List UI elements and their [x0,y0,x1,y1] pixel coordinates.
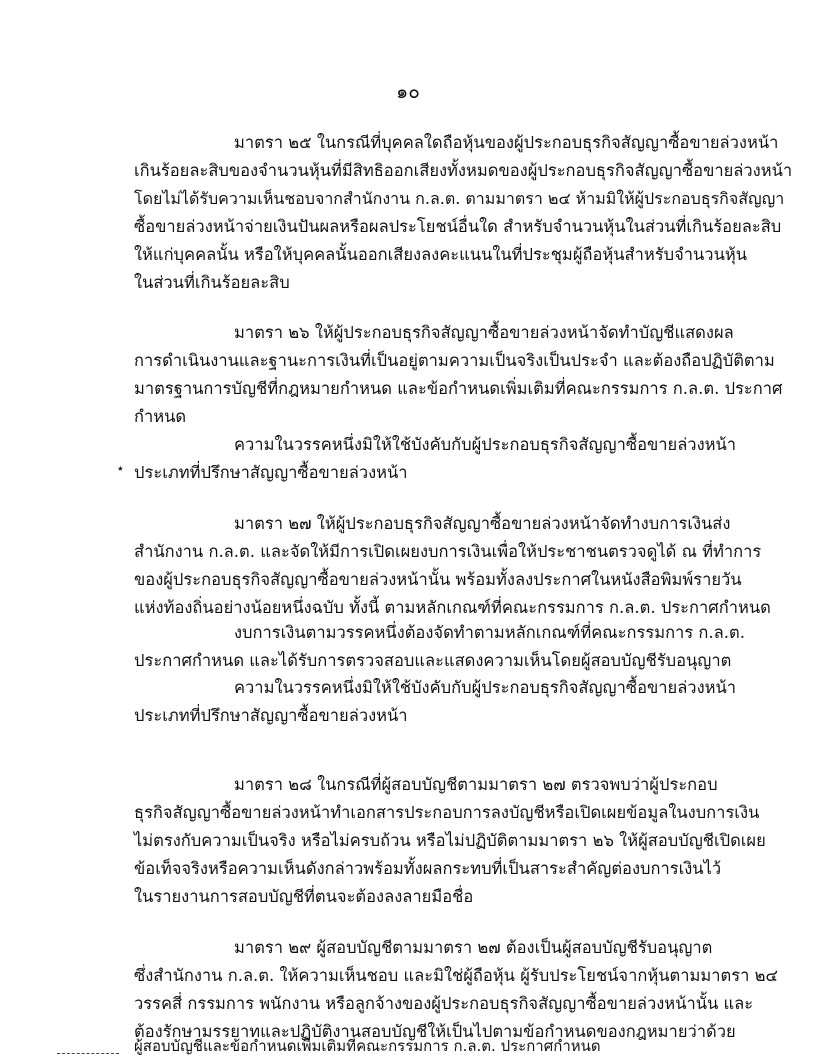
footnote-rule [57,1053,119,1054]
section-25-line-5: ให้แก่บุคคลนั้น หรือให้บุคคลนั้นออกเสียงลงคะแนนในที่ประชุมผู้ถือหุ้นสำหรับจำนวนหุ้น [134,245,747,264]
section-27-line-7: ความในวรรคหนึ่งมิให้ใช้บังคับกับผู้ประกอบธุรกิจสัญญาซื้อขายล่วงหน้า [234,678,737,697]
section-28-line-4: ข้อเท็จจริงหรือความเห็นดังกล่าวพร้อมทั้งผลกระทบที่เป็นสาระสำคัญต่องบการเงินไว้ [134,859,722,878]
section-25-line-3: โดยไม่ได้รับความเห็นชอบจากสำนักงาน ก.ล.ต. ตามมาตรา ๒๔ ห้ามมิให้ผู้ประกอบธุรกิจสัญญา [134,189,785,208]
section-28-line-2: ธุรกิจสัญญาซื้อขายล่วงหน้าทำเอกสารประกอบการลงบัญชีหรือเปิดเผยข้อมูลในงบการเงิน [134,803,760,822]
section-25-line-2: เกินร้อยละสิบของจำนวนหุ้นที่มีสิทธิออกเสียงทั้งหมดของผู้ประกอบธุรกิจสัญญาซื้อขายล่วงหน้า [134,161,793,180]
section-25-line-4: ซื้อขายล่วงหน้าจ่ายเงินปันผลหรือผลประโยชน์อื่นใด สำหรับจำนวนหุ้นในส่วนที่เกินร้อยละสิบ [134,217,782,236]
section-27-line-3: ของผู้ประกอบธุรกิจสัญญาซื้อขายล่วงหน้านั้น พร้อมทั้งลงประกาศในหนังสือพิมพ์รายวัน [134,570,742,589]
section-28-line-3: ไม่ตรงกับความเป็นจริง หรือไม่ครบถ้วน หรือไม่ปฏิบัติตามมาตรา ๒๖ ให้ผู้สอบบัญชีเปิดเผย [134,831,766,850]
section-28-line-1: มาตรา ๒๘ ในกรณีที่ผู้สอบบัญชีตามมาตรา ๒๗ ตรวจพบว่าผู้ประกอบ [234,775,718,794]
section-25-line-1: มาตรา ๒๕ ในกรณีที่บุคคลใดถือหุ้นของผู้ประกอบธุรกิจสัญญาซื้อขายล่วงหน้า [234,133,779,152]
section-29-line-2: ซึ่งสำนักงาน ก.ล.ต. ให้ความเห็นชอบ และมิใช่ผู้ถือหุ้น ผู้รับประโยชน์จากหุ้นตามมาตรา ๒๔ [134,966,778,985]
section-27-line-2: สำนักงาน ก.ล.ต. และจัดให้มีการเปิดเผยงบการเงินเพื่อให้ประชาชนตรวจดูได้ ณ ที่ทำการ [134,542,762,561]
section-27-line-6: ประกาศกำหนด และได้รับการตรวจสอบและแสดงความเห็นโดยผู้สอบบัญชีรับอนุญาต [134,651,732,670]
section-26-line-3: มาตรฐานการบัญชีที่กฎหมายกำหนด และข้อกำหนดเพิ่มเติมที่คณะกรรมการ ก.ล.ต. ประกาศ [134,379,783,398]
page-number: ๑๐ [396,81,420,103]
section-26-line-4: กำหนด [134,407,187,426]
margin-mark: ⋆ [116,461,125,477]
section-29-line-4: ต้องรักษามรรยาทและปฏิบัติงานสอบบัญชีให้เป็นไปตามข้อกำหนดของกฎหมายว่าด้วย [134,1022,736,1041]
section-27-line-8: ประเภทที่ปรึกษาสัญญาซื้อขายล่วงหน้า [134,706,408,725]
section-29-line-3: วรรคสี่ กรรมการ พนักงาน หรือลูกจ้างของผู้ประกอบธุรกิจสัญญาซื้อขายล่วงหน้านั้น และ [134,994,754,1013]
section-28-line-5: ในรายงานการสอบบัญชีที่ตนจะต้องลงลายมือชื่อ [134,887,474,906]
section-29-line-5: ผู้สอบบัญชีและข้อกำหนดเพิ่มเติมที่คณะกรรมการ ก.ล.ต. ประกาศกำหนด [134,1037,601,1055]
section-27-line-5: งบการเงินตามวรรคหนึ่งต้องจัดทำตามหลักเกณฑ์ที่คณะกรรมการ ก.ล.ต. [234,623,745,642]
section-27-line-4: แห่งท้องถิ่นอย่างน้อยหนึ่งฉบับ ทั้งนี้ ตามหลักเกณฑ์ที่คณะกรรมการ ก.ล.ต. ประกาศกำหนด [134,598,771,617]
section-26-line-2: การดำเนินงานและฐานะการเงินที่เป็นอยู่ตามความเป็นจริงเป็นประจำ และต้องถือปฏิบัติตาม [134,351,775,370]
section-26-line-6: ประเภทที่ปรึกษาสัญญาซื้อขายล่วงหน้า [134,463,408,482]
section-26-line-5: ความในวรรคหนึ่งมิให้ใช้บังคับกับผู้ประกอบธุรกิจสัญญาซื้อขายล่วงหน้า [234,435,737,454]
section-29-line-1: มาตรา ๒๙ ผู้สอบบัญชีตามมาตรา ๒๗ ต้องเป็นผู้สอบบัญชีรับอนุญาต [234,938,713,957]
section-27-line-1: มาตรา ๒๗ ให้ผู้ประกอบธุรกิจสัญญาซื้อขายล่วงหน้าจัดทำงบการเงินส่ง [234,514,731,533]
section-25-line-6: ในส่วนที่เกินร้อยละสิบ [134,273,290,292]
section-26-line-1: มาตรา ๒๖ ให้ผู้ประกอบธุรกิจสัญญาซื้อขายล่วงหน้าจัดทำบัญชีแสดงผล [234,323,734,342]
